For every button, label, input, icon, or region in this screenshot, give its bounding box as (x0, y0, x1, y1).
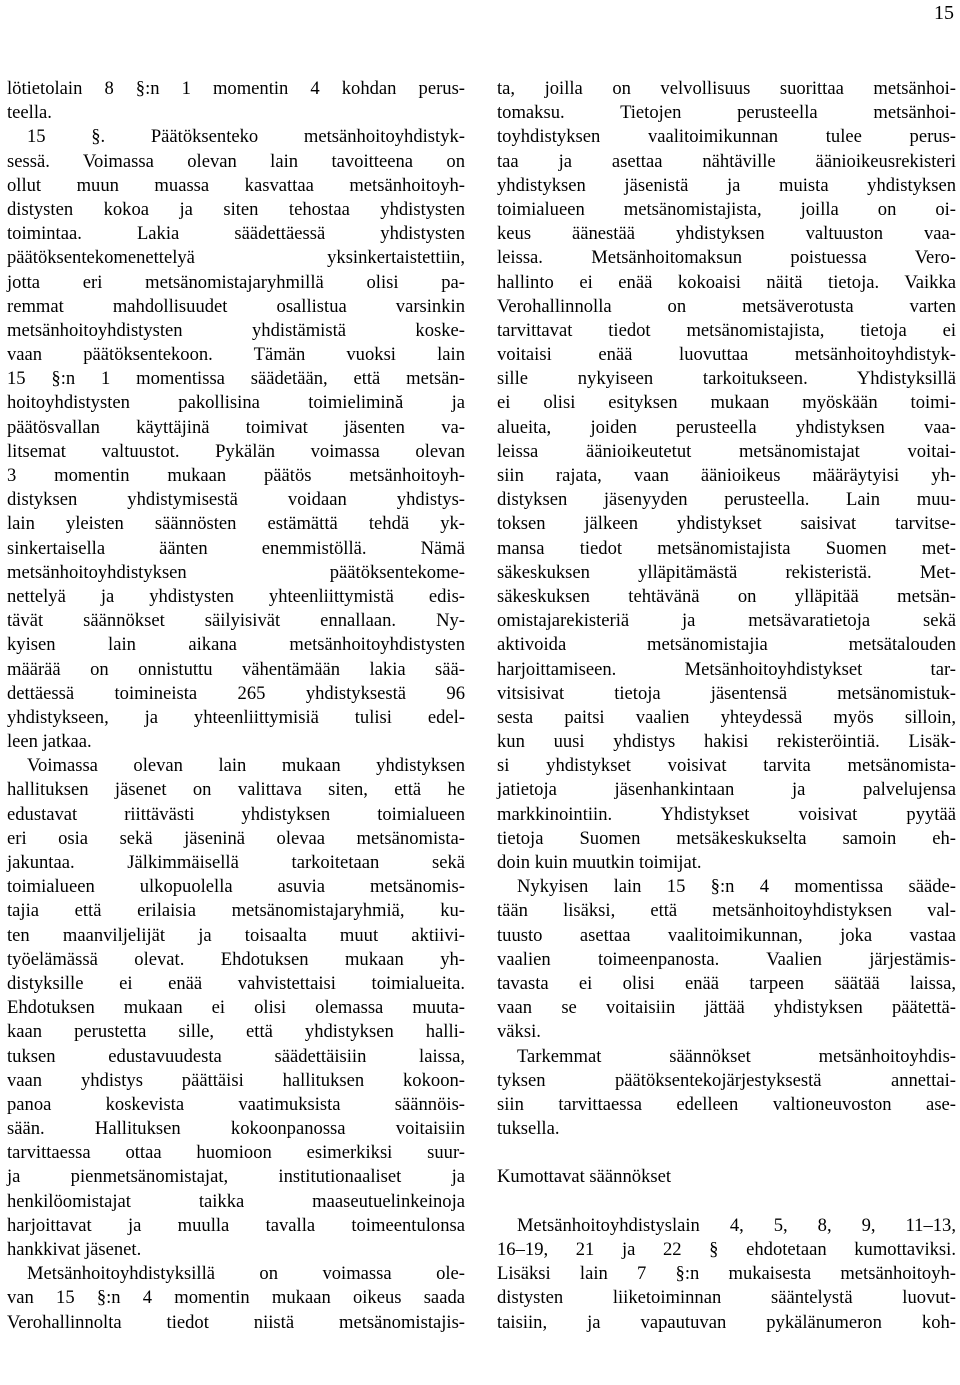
text-line: tävät säännökset säilyisivät ennallaan. Ny- (7, 610, 465, 632)
text-line: teella. (7, 102, 52, 124)
text-line: mansa tiedot metsänomistajista Suomen met- (497, 537, 956, 559)
text-line: sään. Hallituksen kokoonpanossa voitaisiin (7, 1118, 465, 1140)
text-line: vaan yhdistys päättäisi hallituksen kokoon- (7, 1069, 465, 1091)
text-line: sille nykyiseen tarkoitukseen. Yhdistyksillä (497, 368, 956, 390)
text-line: Lisäksi lain 7 §:n mukaisesta metsänhoitoyh- (497, 1263, 956, 1285)
text-line: toimialueen metsänomistajista, joilla on oi- (497, 198, 956, 220)
text-line: säkeskuksen ylläpitämästä rekisteristä. Met- (497, 561, 956, 583)
text-line: kaan perustetta sille, että yhdistyksen halli- (7, 1021, 465, 1043)
text-line: Verohallinnolla on metsäverotusta varten (497, 295, 956, 317)
text-line: tarvittavat tiedot metsänomistajista, tietoja ei (497, 319, 956, 341)
text-line: 16–19, 21 ja 22 § ehdotetaan kumottaviksi. (497, 1239, 956, 1260)
text-line: tuusto asettaa vaalitoimikunnan, joka vastaa (497, 924, 956, 946)
text-line: päätöksentekomenettelyä yksinkertaistettiin, (7, 247, 465, 269)
text-line: tietoja Suomen metsäkeskukselta samoin eh- (497, 827, 956, 849)
text-line: vaan se voitaisiin jättää yhdistyksen päätettä- (497, 997, 956, 1019)
text-line: Nykyisen lain 15 §:n 4 momentissa sääde- (517, 876, 956, 898)
section-spacer (497, 1190, 956, 1214)
text-line: taa ja asettaa nähtäville äänioikeusrekisteri (497, 150, 956, 172)
text-line: 15 §. Päätöksenteko metsänhoitoyhdistyk- (27, 126, 465, 148)
text-line: siin rajata, vaan äänioikeus määräytyisi yh- (497, 465, 956, 486)
text-line: sesta paitsi vaalien yhteydessä myös silloin, (497, 706, 956, 728)
text-line: vitsisivat tietoja jäsentensä metsänomistuk- (497, 682, 956, 704)
text-line: Voimassa olevan lain mukaan yhdistyksen (27, 755, 465, 777)
text-line: alueita, joiden perusteella yhdistyksen vaa- (497, 416, 956, 438)
section-heading: Kumottavat säännökset (497, 1166, 672, 1188)
text-line: tavasta ei olisi enää tarpeen säätää laissa, (497, 972, 956, 994)
text-line: sinkertaisella äänten enemmistöllä. Nämä (7, 537, 465, 559)
section-spacer (497, 1141, 956, 1165)
text-line: tarvittaessa ottaa huomioon esimerkiksi suur- (7, 1142, 465, 1164)
text-line: si yhdistykset voisivat tarvita metsänomista- (497, 755, 956, 777)
text-line: jotta eri metsänomistajaryhmillä olisi pa- (7, 271, 465, 293)
text-line: toksen jälkeen yhdistykset saisivat tarvitse- (497, 513, 956, 535)
page-number: 15 (934, 2, 954, 24)
text-line: panoa koskevista vaatimuksista säännöis- (7, 1093, 465, 1115)
text-line: metsänhoitoyhdistyksen päätöksentekome- (7, 561, 465, 583)
text-line: vaalien toimeenpanosta. Vaalien järjestämis- (497, 948, 956, 970)
text-line: siin tarvittaessa edelleen valtioneuvoston ase- (497, 1093, 956, 1115)
text-line: ta, joilla on velvollisuus suorittaa metsänhoi- (497, 78, 956, 99)
text-line: harjoittamiseen. Metsänhoitoyhdistykset tar- (497, 658, 956, 680)
text-line: toimintaa. Lakia säädettäessä yhdistysten (7, 223, 465, 245)
text-line: säkeskuksen tehtävänä on ylläpitää metsän- (497, 585, 956, 607)
text-line: edustavat riittävästi yhdistyksen toimialueen (7, 803, 465, 825)
text-line: päätösvallan käyttäjinä toimivat jäsenten va- (7, 416, 465, 438)
text-line: distyksille ei enää vahvistettaisi toimialueita. (7, 972, 465, 994)
text-line: distysten kokoa ja siten tehostaa yhdistysten (7, 198, 465, 220)
text-line: distysten liiketoiminnan sääntelystä luovut- (497, 1287, 956, 1309)
text-line: työelämässä olevat. Ehdotuksen mukaan yh- (7, 948, 465, 970)
text-line: taisiin, ja vapautuvan pykälänumeron koh- (497, 1311, 956, 1333)
text-line: voitaisi enää luovuttaa metsänhoitoyhdistyk- (497, 344, 956, 366)
text-line: tuksella. (497, 1118, 560, 1140)
text-line: ja pienmetsänomistajat, institutionaaliset ja (7, 1166, 465, 1188)
text-line: distyksen yhdistymisestä voidaan yhdistys- (7, 489, 465, 511)
text-line: jakuntaa. Jälkimmäisellä tarkoitetaan sekä (7, 852, 465, 873)
text-line: tään lisäksi, että metsänhoitoyhdistyksen val- (497, 900, 956, 922)
text-line: kun uusi yhdistys hakisi rekisteröintiä. Lisäk- (497, 731, 956, 753)
text-line: kyisen lain aikana metsänhoitoyhdistysten (7, 634, 465, 656)
text-line: keus äänestää yhdistyksen valtuuston vaa- (497, 223, 956, 245)
text-line: toyhdistyksen vaalitoimikunnan tulee perus- (497, 126, 956, 148)
text-line: hoitoyhdistysten pakollisina toimielimină ja (7, 392, 465, 414)
text-line: distyksen jäsenyyden perusteella. Lain muu- (497, 489, 956, 511)
text-line: omistajarekisteriä ja metsävaratietoja sekä (497, 610, 956, 632)
right-tail-text (497, 1214, 956, 1335)
text-line: ten maanviljelijät ja toisaalta muut aktiivi- (7, 924, 465, 946)
text-line: yhdistykseen, ja yhteenliittymisiä tulisi edel- (7, 706, 465, 728)
text-line: eri osia sekä jäseninä olevaa metsänomista- (7, 827, 465, 849)
text-line: 15 §:n 1 momentissa säädetään, että metsän- (7, 368, 465, 390)
text-line: tajia että erilaisia metsänomistajaryhmiä, ku- (7, 900, 465, 922)
text-line: 3 momentin mukaan päätös metsänhoitoyh- (7, 465, 465, 486)
right-text-column (497, 77, 956, 1335)
text-line: ei olisi esityksen mukaan myöskään toimi- (497, 392, 956, 414)
text-line: hallituksen jäsenet on valittava siten, että he (7, 779, 465, 801)
text-line: Tarkemmat säännökset metsänhoitoyhdis- (517, 1045, 956, 1067)
text-line: litsemat valtuustot. Pykälän voimassa olevan (7, 440, 465, 462)
text-line: määrää on onnistuttu vähentämään lakia sää- (7, 658, 465, 680)
text-line: Metsänhoitoyhdistyslain 4, 5, 8, 9, 11–13, (517, 1214, 956, 1236)
text-line: lötietolain 8 §:n 1 momentin 4 kohdan perus- (7, 78, 465, 99)
text-line: dettäessä toimineista 265 yhdistyksestä 96 (7, 682, 465, 704)
text-line: markkinointiin. Yhdistykset voisivat pyytää (497, 803, 956, 825)
text-line: remmat mahdollisuudet osallistua varsinkin (7, 295, 465, 317)
text-line: leen jatkaa. (7, 731, 92, 753)
text-line: Ehdotuksen mukaan ei olisi olemassa muuta- (7, 997, 465, 1019)
text-line: toimialueen ulkopuolella asuvia metsänomis- (7, 876, 465, 898)
text-line: lain yleisten säännösten estämättä tehdä yk- (7, 513, 465, 535)
text-line: tyksen päätöksentekojärjestyksestä annettai- (497, 1069, 956, 1091)
text-line: hankkivat jäsenet. (7, 1239, 142, 1260)
text-line: aktivoida metsänomistajia metsätalouden (497, 634, 956, 656)
text-line: henkilöomistajat taikka maaseutuelinkeinoja (7, 1190, 465, 1212)
text-line: nettelyä ja yhdistysten yhteenliittymistä edis- (7, 585, 465, 607)
left-text-column (7, 77, 465, 1335)
text-line: metsänhoitoyhdistysten yhdistämistä koske- (7, 319, 465, 341)
text-line: leissa. Metsänhoitomaksun poistuessa Vero- (497, 247, 956, 269)
text-line: tuksen edustavuudesta säädettäisiin laissa, (7, 1045, 465, 1067)
text-line: doin kuin muutkin toimijat. (497, 852, 702, 873)
text-line: leissa äänioikeutetut metsänomistajat voitai- (497, 440, 956, 462)
text-line: ollut muun muassa kasvattaa metsänhoitoyh- (7, 174, 465, 196)
text-line: van 15 §:n 4 momentin mukaan oikeus saada (7, 1287, 465, 1309)
text-line: Metsänhoitoyhdistyksillä on voimassa ole- (27, 1263, 465, 1285)
text-line: yhdistyksen jäsenistä ja muista yhdistyksen (497, 174, 956, 196)
text-line: väksi. (497, 1021, 541, 1043)
text-line: harjoittavat ja muulla tavalla toimeentulonsa (7, 1214, 465, 1236)
text-line: sessä. Voimassa olevan lain tavoitteena on (7, 150, 465, 172)
right-body-text (497, 77, 956, 1141)
text-line: vaan päätöksentekoon. Tämän vuoksi lain (7, 344, 465, 366)
text-line: tomaksu. Tietojen perusteella metsänhoi- (497, 102, 956, 124)
text-line: jatietoja jäsenhankintaan ja palvelujensa (497, 779, 956, 801)
text-line: Verohallinnolta tiedot niistä metsänomistajis- (7, 1311, 465, 1333)
text-line: hallinto ei enää kokoaisi näitä tietoja. Vaikka (497, 271, 956, 293)
